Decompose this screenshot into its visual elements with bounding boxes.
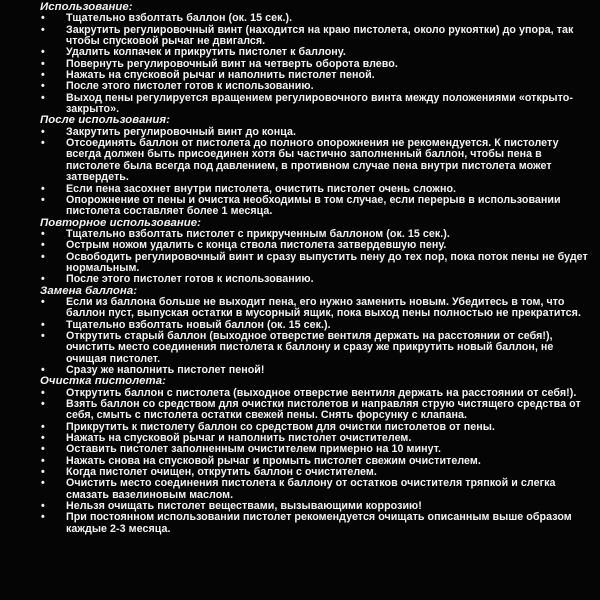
list-item-text: Закрутить регулировочный винт до конца. [66, 125, 297, 138]
bullet-icon: • [41, 432, 45, 445]
list-item-text: Нажать на спусковой рычаг и наполнить пистолет очистителем. [66, 432, 412, 445]
bullet-icon: • [41, 23, 45, 36]
bullet-icon: • [41, 12, 45, 25]
list-item-text: После этого пистолет готов к использованию. [66, 273, 314, 286]
bullet-icon: • [41, 500, 45, 513]
list-item-text: Острым ножом удалить с конца ствола пистолета затвердевшую пену. [66, 239, 447, 252]
bullet-icon: • [41, 364, 45, 376]
bullet-icon: • [41, 386, 45, 399]
list-item-text: Выход пены регулируется вращением регулировочного винта между положениями «открыто-закрыто». [66, 91, 573, 116]
list-item [40, 195, 592, 218]
bullet-icon: • [41, 466, 45, 479]
list-item-text: Если пена засохнет внутри пистолета, очистить пистолет очень сложно. [66, 182, 457, 195]
list-item [40, 274, 592, 285]
section-title: Замена баллона: [40, 284, 138, 297]
list-item-text: Тщательно взболтать баллон (ок. 15 сек.). [66, 12, 293, 25]
list-item [40, 25, 592, 48]
list-item [40, 297, 592, 320]
section-list [40, 13, 592, 115]
list-item-text: Нажать снова на спусковой рычаг и промыть пистолет свежим очистителем. [66, 454, 481, 467]
list-item-text: Отсоединять баллон от пистолета до полного опорожнения не рекомендуется. К пистолету всегда должен быть присоединен хотя бы частично заполненный баллон, чтобы пена в пистолете была всегда под давлением, в противном случае пена внутри пистолета может затвердеть. [66, 137, 559, 184]
list-item-text: Прикрутить к пистолету баллон со средством для очистки пистолетов от пены. [66, 420, 495, 433]
bullet-icon: • [41, 69, 45, 82]
list-item [40, 138, 592, 183]
list-item-text: Оставить пистолет заполненным очистителем примерно на 10 минут. [66, 443, 442, 456]
bullet-icon: • [41, 239, 45, 252]
list-item [40, 252, 592, 275]
bullet-icon: • [41, 398, 45, 411]
list-item-text: Открутить баллон с пистолета (выходное отверстие вентиля держать на расстоянии от себя!). [66, 386, 577, 399]
bullet-icon: • [41, 443, 45, 456]
list-item [40, 399, 592, 422]
list-item-text: Нажать на спусковой рычаг и наполнить пистолет пеной. [66, 69, 375, 82]
list-item-text: Взять баллон со средством для очистки пистолетов и направляя струю чистящего средства от себя, смыть с пистолета остатки свежей пены. Снять форсунку с клапана. [66, 398, 581, 422]
bullet-icon: • [41, 46, 45, 59]
list-item-text: Сразу же наполнить пистолет пеной! [66, 364, 265, 376]
bullet-icon: • [41, 511, 45, 524]
bullet-icon: • [41, 193, 45, 206]
list-item-text: При постоянном использовании пистолет рекомендуется очищать описанным выше образом каждые 2-3 месяца. [66, 511, 572, 535]
bullet-icon: • [41, 329, 45, 342]
list-item-text: Опорожнение от пены и очистка необходимы в том случае, если перерыв в использовании пистолета составляет более 1 месяца. [66, 193, 561, 218]
bullet-icon: • [41, 295, 45, 308]
list-item-text: После этого пистолет готов к использованию. [66, 80, 314, 93]
bullet-icon: • [41, 227, 45, 240]
section-list [40, 127, 592, 218]
section-list [40, 229, 592, 286]
list-item-text: Когда пистолет очищен, открутить баллон с очистителем. [66, 466, 377, 479]
section-title: После использования: [40, 114, 171, 127]
bullet-icon: • [41, 57, 45, 70]
list-item-text: Тщательно взболтать пистолет с прикрученным баллоном (ок. 15 сек.). [66, 227, 450, 240]
list-item-text: Открутить старый баллон (выходное отверстие вентиля держать на расстоянии от себя!), очистить место соединения пистолета к баллону и сразу же прикрутить новый баллон, не очищая пистолет. [66, 329, 554, 365]
list-item-text: Тщательно взболтать новый баллон (ок. 15 сек.). [66, 318, 331, 331]
section-list [40, 388, 592, 535]
bullet-icon: • [41, 125, 45, 138]
list-item-text: Нельзя очищать пистолет веществами, вызывающими коррозию! [66, 500, 422, 513]
bullet-icon: • [41, 318, 45, 331]
bullet-icon: • [41, 80, 45, 93]
list-item [40, 93, 592, 116]
bullet-icon: • [41, 250, 45, 263]
list-item-text: Освободить регулировочный винт и сразу выпустить пену до тех пор, пока поток пены не будет нормальным. [66, 250, 588, 274]
section-title: Повторное использование: [40, 216, 202, 229]
list-item [40, 512, 592, 535]
list-item [40, 331, 592, 365]
list-item-text: Если из баллона больше не выходит пена, его нужно заменить новым. Убедитесь в том, что баллон пуст, выпуская остатки в мусорный ящик, пока выход пены полностью не прекратится. [66, 295, 581, 320]
list-item-text: Удалить колпачек и прикрутить пистолет к баллону. [66, 46, 346, 59]
list-item-text: Очистить место соединения пистолета к баллону от остатков очистителя тряпкой и слегка смазать вазелиновым маслом. [66, 477, 556, 501]
bullet-icon: • [41, 273, 45, 286]
bullet-icon: • [41, 454, 45, 467]
section-title: Очистка пистолета: [40, 375, 166, 388]
list-item [40, 478, 592, 501]
bullet-icon: • [41, 182, 45, 195]
list-item [40, 365, 592, 376]
list-item-text: Закрутить регулировочный винт (находится на краю пистолета, около рукоятки) до упора, так чтобы спусковой рычаг не двигался. [66, 23, 574, 48]
bullet-icon: • [41, 91, 45, 104]
bullet-icon: • [41, 137, 45, 150]
bullet-icon: • [41, 420, 45, 433]
bullet-icon: • [41, 477, 45, 490]
section-title: Использование: [40, 1, 133, 13]
list-item-text: Повернуть регулировочный винт на четверть оборота влево. [66, 57, 398, 70]
section-list [40, 297, 592, 376]
